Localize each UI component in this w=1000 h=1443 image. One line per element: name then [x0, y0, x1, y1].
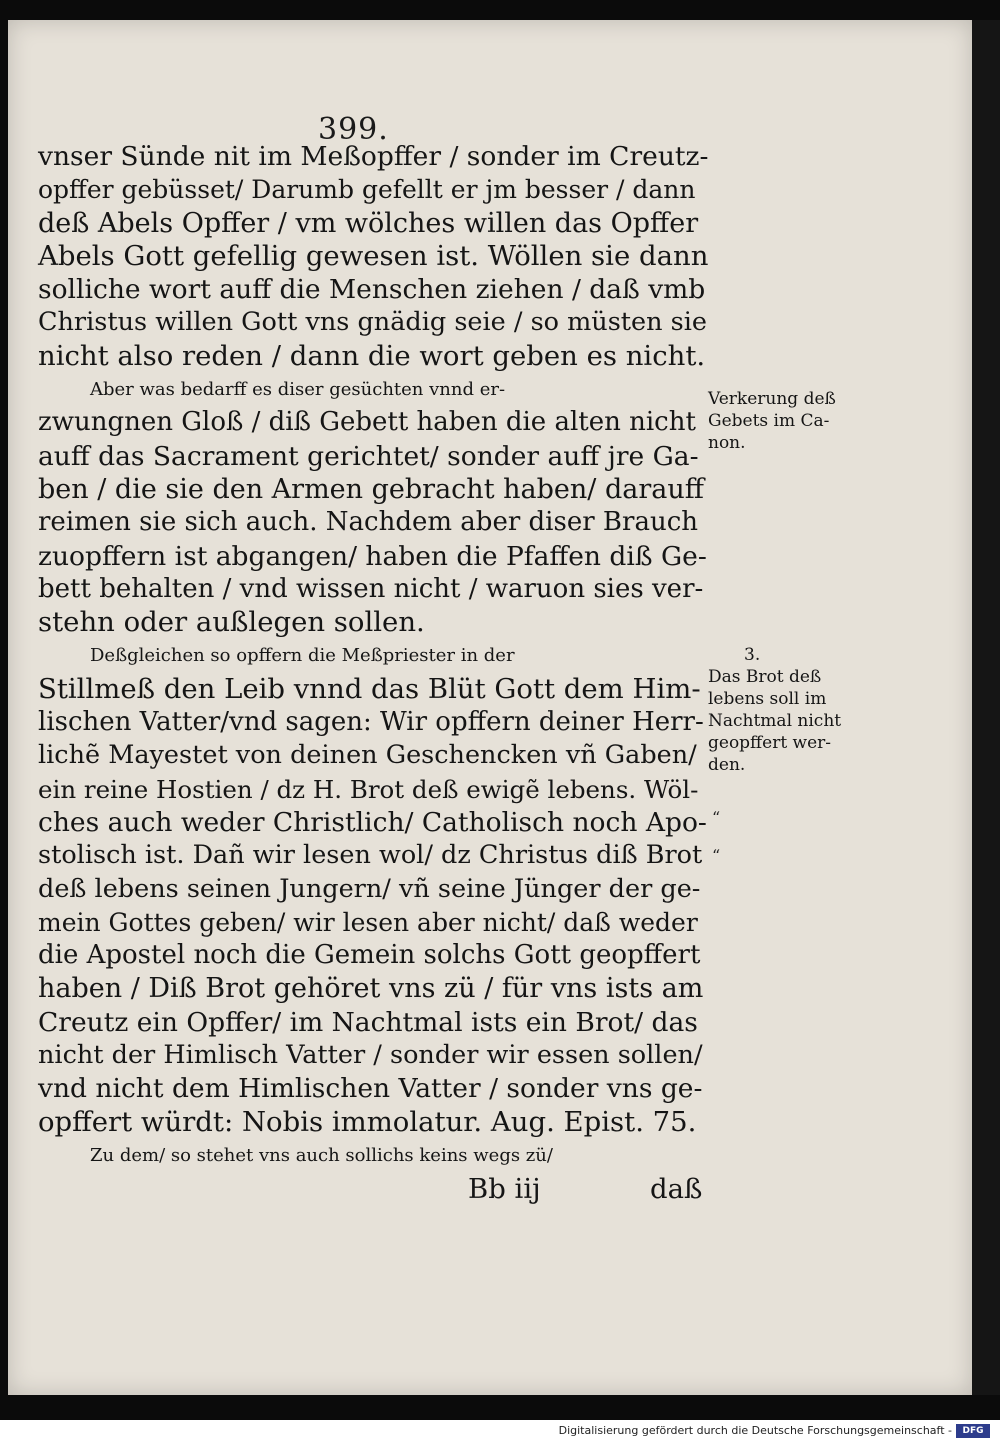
text-line: lichẽ Mayestet von deinen Geschencken vñ Gaben/: [38, 740, 697, 771]
margin-note-line: lebens soll im: [708, 689, 827, 709]
text-line: deß Abels Opffer / vm wölches willen das Opffer: [38, 207, 699, 239]
paragraph-start-line: Deßgleichen so opffern die Meßpriester in der: [90, 645, 515, 667]
paragraph-start-line: Aber was bedarff es diser gesüchten vnnd er-: [90, 379, 506, 401]
margin-note-line: geopffert wer-: [708, 733, 832, 753]
text-line: nicht also reden / dann die wort geben es nicht.: [38, 339, 706, 372]
text-line: stolisch ist. Dañ wir lesen wol/ dz Christus diß Brot: [38, 840, 703, 871]
page-number: 399.: [318, 112, 389, 147]
quotation-mark: “: [712, 846, 721, 865]
footer-bar: [0, 1420, 1000, 1443]
main-text-block: [38, 140, 708, 1172]
text-line: auff das Sacrament gerichtet/ sonder auff jre Ga-: [38, 440, 699, 472]
text-line: nicht der Himlisch Vatter / sonder wir essen sollen/: [38, 1040, 703, 1071]
text-line: opffer gebüsset/ Darumb gefellt er jm besser / dann: [38, 175, 696, 205]
text-line: zwungnen Gloß / diß Gebett haben die alten nicht: [38, 407, 696, 438]
paragraph-start-line: Zu dem/ so stehet vns auch sollichs keins wegs zü/: [90, 1144, 553, 1166]
text-line: zuopffern ist abgangen/ haben die Pfaffen diß Ge-: [38, 540, 707, 572]
text-line: ches auch weder Christlich/ Catholisch noch Apo-: [38, 806, 707, 838]
margin-note-line: Verkerung deß: [708, 389, 836, 409]
footer-credit: Digitalisierung gefördert durch die Deutsche Forschungsgemeinschaft -: [558, 1424, 952, 1437]
signature-line: [38, 1172, 708, 1206]
quotation-mark: “: [712, 808, 721, 827]
signature-mark: Bb iij: [468, 1173, 541, 1205]
text-line: vnser Sünde nit im Meßopffer / sonder im Creutz-: [38, 141, 709, 172]
margin-note-line: Nachtmal nicht: [708, 711, 842, 731]
margin-note-line: Das Brot deß: [708, 667, 822, 687]
page-edge: [972, 20, 1000, 1395]
text-line: Stillmeß den Leib vnnd das Blüt Gott dem Him-: [38, 672, 701, 705]
margin-notes: [708, 388, 883, 776]
text-line: Abels Gott gefellig gewesen ist. Wöllen sie dann: [38, 239, 709, 272]
text-line: bett behalten / vnd wissen nicht / waruon sies ver-: [38, 573, 704, 604]
text-line: ben / die sie den Armen gebracht haben/ darauff: [38, 473, 704, 505]
text-line: lischen Vatter/vnd sagen: Wir opffern deiner Herr-: [38, 707, 704, 738]
text-line: mein Gottes geben/ wir lesen aber nicht/ daß weder: [38, 907, 698, 937]
text-line: reimen sie sich auch. Nachdem aber diser Brauch: [38, 507, 699, 538]
text-line: haben / Diß Brot gehöret vns zü / für vns ists am: [38, 973, 704, 1005]
text-line: deß lebens seinen Jungern/ vñ seine Jünger der ge-: [38, 873, 701, 904]
text-line: ein reine Hostien / dz H. Brot deß ewigẽ lebens. Wöl-: [38, 774, 699, 804]
margin-note-line: den.: [708, 755, 746, 775]
margin-note-line: non.: [708, 433, 746, 453]
text-line: opffert würdt: Nobis immolatur. Aug. Epist. 75.: [38, 1105, 697, 1138]
margin-note-number: 3.: [744, 645, 761, 665]
catchword: daß: [650, 1173, 703, 1205]
text-line: die Apostel noch die Gemein solchs Gott geopffert: [38, 940, 701, 971]
margin-note-line: Gebets im Ca-: [708, 411, 830, 431]
text-line: Creutz ein Opffer/ im Nachtmal ists ein Brot/ das: [38, 1006, 698, 1038]
text-line: solliche wort auff die Menschen ziehen / daß vmb: [38, 274, 706, 306]
text-line: stehn oder außlegen sollen.: [38, 606, 425, 639]
text-line: Christus willen Gott vns gnädig seie / so müsten sie: [38, 307, 708, 338]
dfg-logo: DFG: [956, 1424, 990, 1438]
text-line: vnd nicht dem Himlischen Vatter / sonder vns ge-: [38, 1073, 703, 1105]
